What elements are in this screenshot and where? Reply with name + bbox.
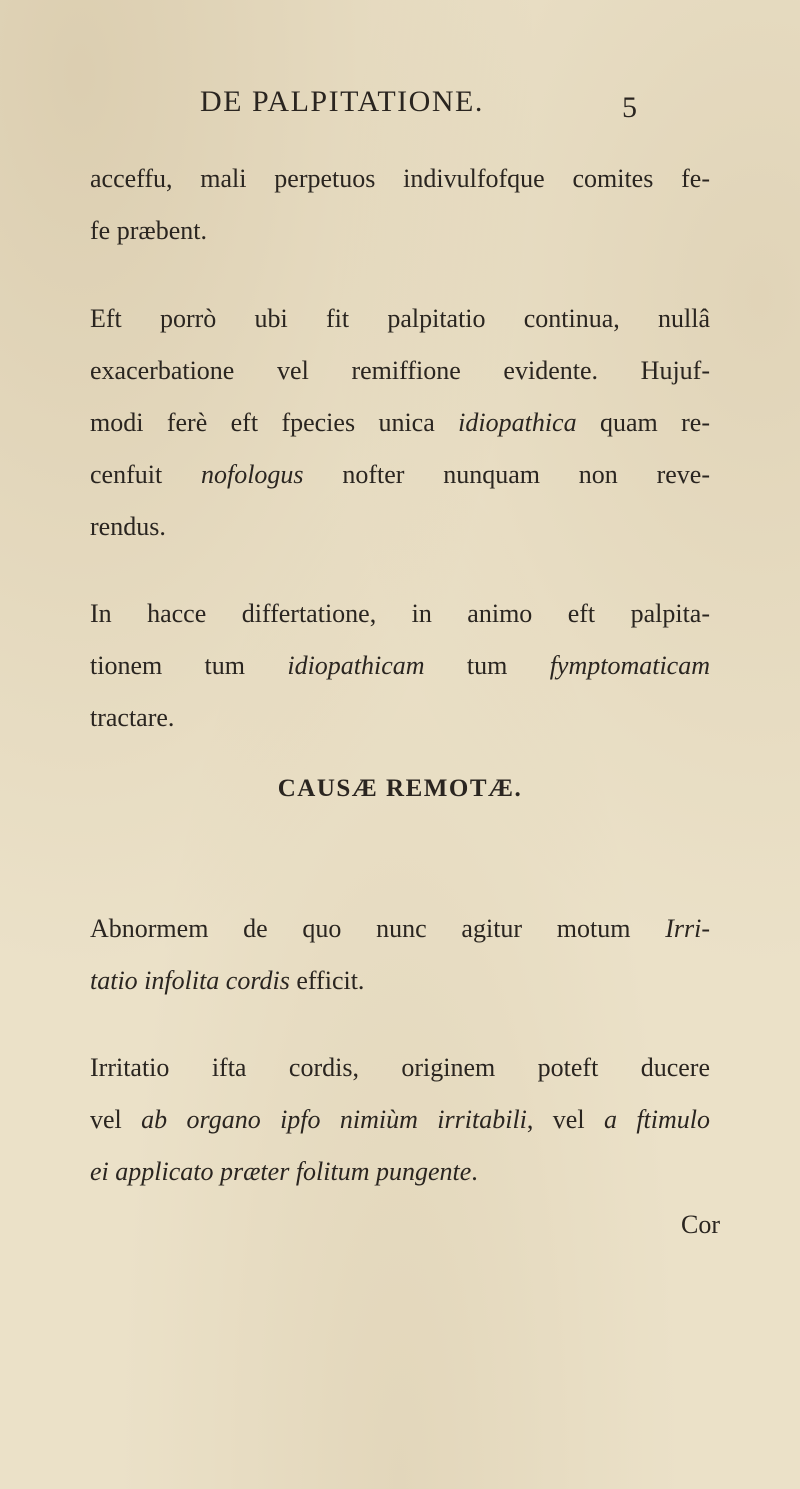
text-line: tractare. (90, 703, 175, 732)
running-title: DE PALPITATIONE. (200, 85, 484, 118)
text-line: fe præbent. (90, 216, 207, 245)
italic-term: idiopathica (458, 408, 577, 437)
paragraph-irritation (90, 1042, 710, 1198)
paragraph-continuation (90, 153, 710, 257)
text-line: Abnormem de quo nunc agitur motum Irri- (90, 914, 710, 943)
italic-term: idiopathicam (287, 651, 425, 680)
paragraph-dissertation (90, 588, 710, 744)
text-line: Irritatio ifta cordis, originem poteft ducere (90, 1053, 710, 1082)
paragraph-idiopathic (90, 293, 710, 553)
text-line: exacerbatione vel remiffione evidente. Hujuf- (90, 356, 710, 385)
text-line: Eft porrò ubi fit palpitatio continua, nullâ (90, 304, 710, 333)
italic-term: ab organo ipfo nimiùm irritabili (141, 1105, 527, 1134)
page-header (200, 85, 637, 125)
text-line: acceffu, mali perpetuos indivulfofque comites fe- (90, 164, 710, 193)
catchword: Cor (681, 1210, 720, 1239)
text-line: vel ab organo ipfo nimiùm irritabili, vel a ftimulo (90, 1105, 710, 1134)
italic-term: fymptomaticam (549, 651, 710, 680)
text-line: rendus. (90, 512, 166, 541)
text-line: In hacce differtatione, in animo eft palpita- (90, 599, 710, 628)
text-line: cenfuit nofologus nofter nunquam non reve- (90, 460, 710, 489)
paragraph-abnormal-motion (90, 903, 710, 1007)
page-number: 5 (622, 91, 637, 124)
italic-term: ei applicato præter folitum pungente (90, 1157, 472, 1186)
italic-term: nofologus (200, 460, 304, 489)
text-line: ei applicato præter folitum pungente. (90, 1157, 478, 1186)
italic-term: Irri- (665, 914, 710, 943)
text-line: tionem tum idiopathicam tum fymptomaticam (90, 651, 710, 680)
italic-term: tatio infolita cordis (90, 966, 290, 995)
text-line: tatio infolita cordis efficit. (90, 966, 365, 995)
section-heading: CAUSÆ REMOTÆ. (277, 775, 523, 802)
text-line: modi ferè eft fpecies unica idiopathica quam re- (90, 408, 710, 437)
italic-term: a ftimulo (603, 1105, 710, 1134)
